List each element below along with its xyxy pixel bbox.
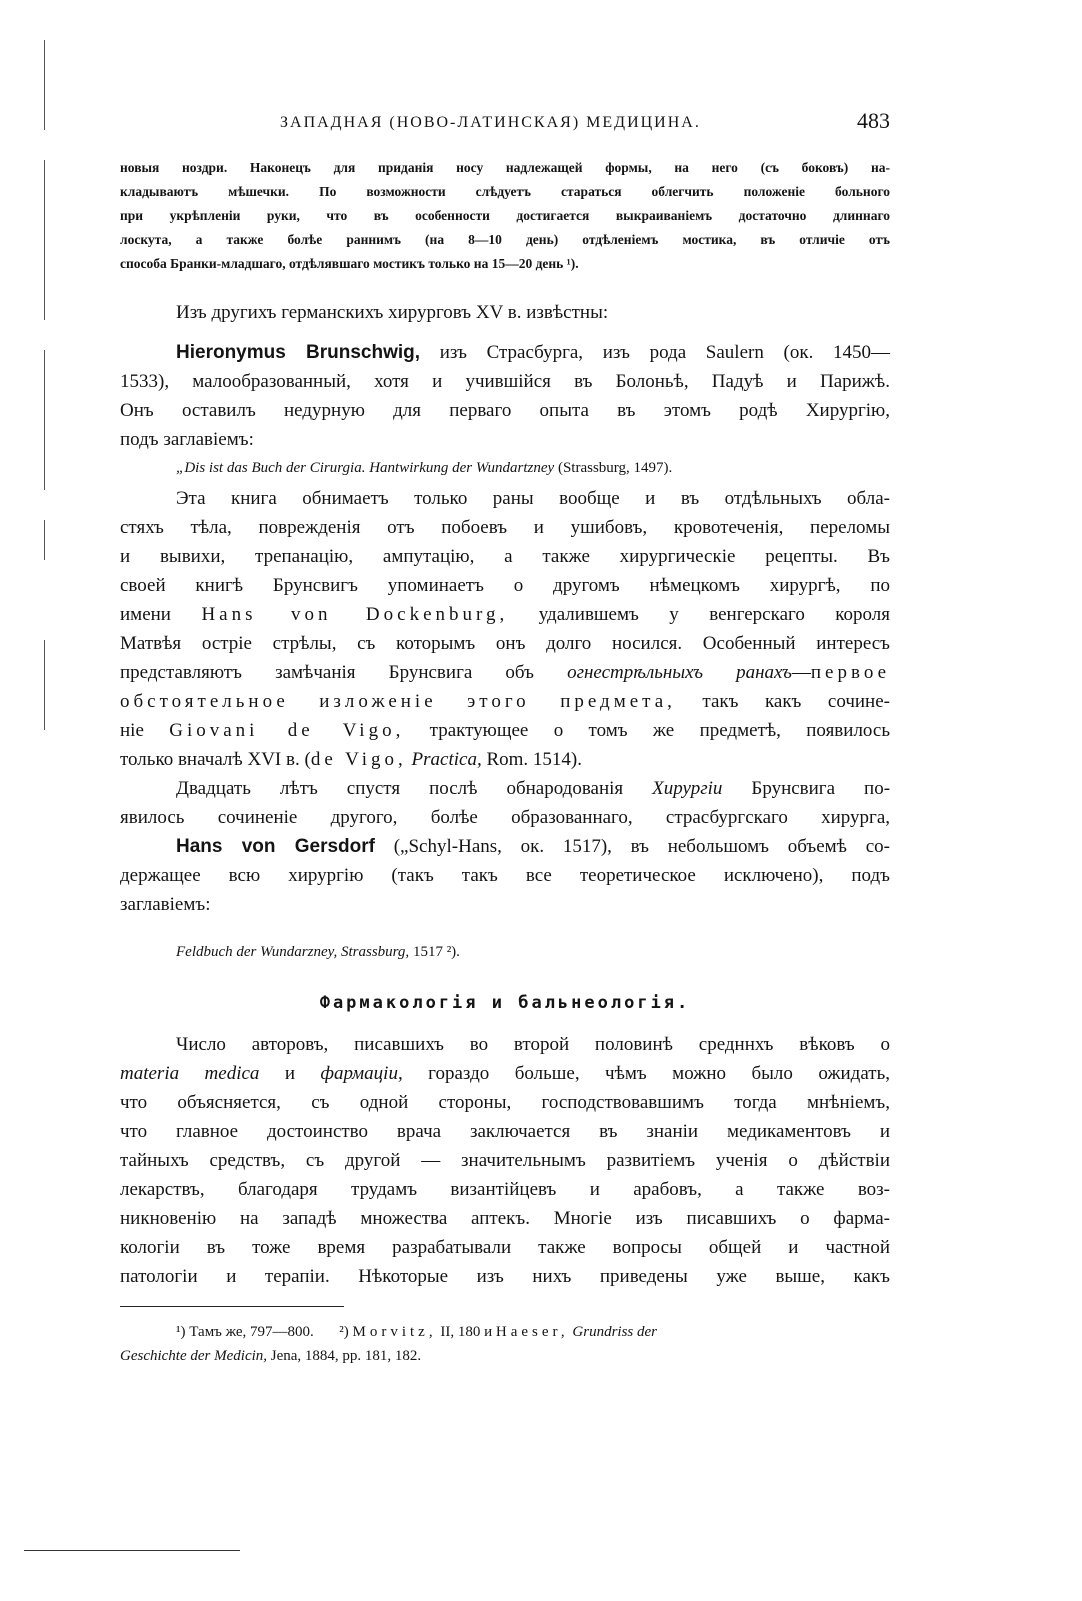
text-line: патологіи и терапіи. Нѣкоторые изъ нихъ приведены уже выше, какъ <box>120 1266 890 1287</box>
text-line: Онъ оставилъ недурную для перваго опыта въ этомъ родѣ Хирургію, <box>120 400 890 421</box>
citation-gersdorf <box>120 940 946 964</box>
text-line: тайныхъ средствъ, съ другой — значительнымъ развитіемъ ученія о дѣйствіи <box>120 1150 890 1171</box>
text-line: Двадцать лѣтъ спустя послѣ обнародованія Хирургіи Брунсвига по- <box>176 778 891 799</box>
text-line: только вначалѣ XVI в. (de Vigo, Practica, Rom. 1514). <box>120 749 582 770</box>
footnote-divider <box>120 1306 344 1307</box>
text-line: лоскута, а также болѣе раннимъ (на 8—10 день) отдѣленіемъ мостика, въ отличіе отъ <box>120 232 890 247</box>
text-line: 1533), малообразованный, хотя и учившійся въ Болоньѣ, Падуѣ и Парижѣ. <box>120 371 890 392</box>
text-line: Hieronymus Brunschwig, изъ Страсбурга, изъ рода Saulern (ок. 1450— <box>176 342 890 363</box>
text-line: держащее всю хирургію (такъ такъ все теоретическое исключено), подъ <box>120 865 890 886</box>
person-name: Hieronymus Brunschwig, <box>176 342 421 363</box>
text-line: заглавіемъ: <box>120 894 211 915</box>
paragraph-4 <box>120 1030 890 1291</box>
person-name: Hans von Dockenburg, <box>201 604 509 625</box>
text-line: стяхъ тѣла, поврежденія отъ побоевъ и ушибовъ, кровотеченія, переломы <box>120 517 890 538</box>
book-imprint: 1517 ²). <box>412 944 460 960</box>
text-line: ніе Giovani de Vigo, трактующее о томъ же предметѣ, появилось <box>120 720 890 741</box>
book-title: Feldbuch der Wundarzney, Strassburg, <box>176 944 410 960</box>
text-line: кологіи въ тоже время разрабатывали также вопросы общей и частной <box>120 1237 890 1258</box>
text-line: что главное достоинство врача заключается въ знаніи медикаментовъ и <box>120 1121 890 1142</box>
text-line: новыя ноздри. Наконецъ для приданія носу надлежащей формы, на него (съ боковъ) на- <box>120 160 890 175</box>
footnote-line: Geschichte der Medicin, Jena, 1884, pp. 181, 182. <box>120 1348 422 1364</box>
running-title: ЗАПАДНАЯ (НОВО-ЛАТИНСКАЯ) МЕДИЦИНА. <box>280 114 701 131</box>
citation-brunschwig <box>120 456 946 480</box>
text-line: обстоятельное изложеніе этого предмета, такъ какъ сочине- <box>120 691 890 712</box>
scan-bottom-line <box>24 1550 240 1551</box>
text-line: кладываютъ мѣшечки. По возможности слѣдуетъ стараться облегчить положеніе больного <box>120 184 890 199</box>
brunschwig-paragraph <box>120 338 890 454</box>
text-line: своей книгѣ Брунсвигъ упоминаетъ о другомъ нѣмецкомъ хирургѣ, по <box>120 575 890 596</box>
running-head <box>120 108 890 142</box>
text-line: materia medica и фармаціи, гораздо больше, чѣмъ можно было ожидать, <box>120 1063 890 1084</box>
text-line: явилось сочиненіе другого, болѣе образованнаго, страсбургскаго хирурга, <box>120 807 890 828</box>
scan-margin-marks <box>36 20 52 720</box>
book-title: „Dis ist das Buch der Cirurgia. Hantwirkung der Wundartzney <box>176 460 555 476</box>
text-line: имени Hans von Dockenburg, удалившемъ у венгерскаго короля <box>120 604 891 625</box>
person-name: Giovani de Vigo, <box>169 720 405 741</box>
text-line: Hans von Gersdorf („Schyl-Hans, ок. 1517), въ небольшомъ объемѣ со- <box>176 836 890 857</box>
text-line: Матвѣя остріе стрѣлы, съ которымъ онъ долго носился. Особенный интересъ <box>120 633 890 654</box>
person-name: Hans von Gersdorf <box>176 836 375 857</box>
text-line: лекарствъ, благодаря трудамъ византійцевъ и арабовъ, а также воз- <box>120 1179 890 1200</box>
page-number: 483 <box>857 108 890 133</box>
footnote-1: ¹) Тамъ же, 797—800. <box>176 1324 314 1340</box>
text-line: и вывихи, трепанацію, ампутацію, а также хирургическіе рецепты. Въ <box>120 546 890 567</box>
section-heading: Фармакологія и бальнеологія. <box>319 993 691 1013</box>
footnotes <box>120 1320 890 1368</box>
text-line: Эта книга обнимаетъ только раны вообще и въ отдѣльныхъ обла- <box>176 488 890 509</box>
text-line: Число авторовъ, писавшихъ во второй половинѣ средннхъ вѣковъ о <box>176 1034 890 1055</box>
small-print-paragraph <box>120 156 890 276</box>
paragraph-2 <box>120 484 890 774</box>
text-line: подъ заглавіемъ: <box>120 429 254 450</box>
text-line: представляютъ замѣчанія Брунсвига объ огнестрѣльныхъ ранахъ—первое <box>120 662 890 683</box>
book-imprint: (Strassburg, 1497). <box>557 460 673 476</box>
text-line: способа Бранки-младшаго, отдѣлявшаго мостикъ только на 15—20 день ¹). <box>120 256 579 271</box>
text-line: никновенію на западѣ множества аптекъ. Многіе изъ писавшихъ о фарма- <box>120 1208 890 1229</box>
text-line: при укрѣпленіи руки, что въ особенности достигается выкраиваніемъ достаточно длиннаго <box>120 208 890 223</box>
footnote-line: ¹) Тамъ же, 797—800. ²) Morvitz, II, 180 и Haeser, Grundriss der <box>176 1324 658 1340</box>
text-line: что объясняется, съ одной стороны, господствовавшимъ тогда мнѣніемъ, <box>120 1092 890 1113</box>
paragraph-3 <box>120 774 890 919</box>
intro-line: Изъ другихъ германскихъ хирурговъ XV в. извѣстны: <box>176 302 609 323</box>
